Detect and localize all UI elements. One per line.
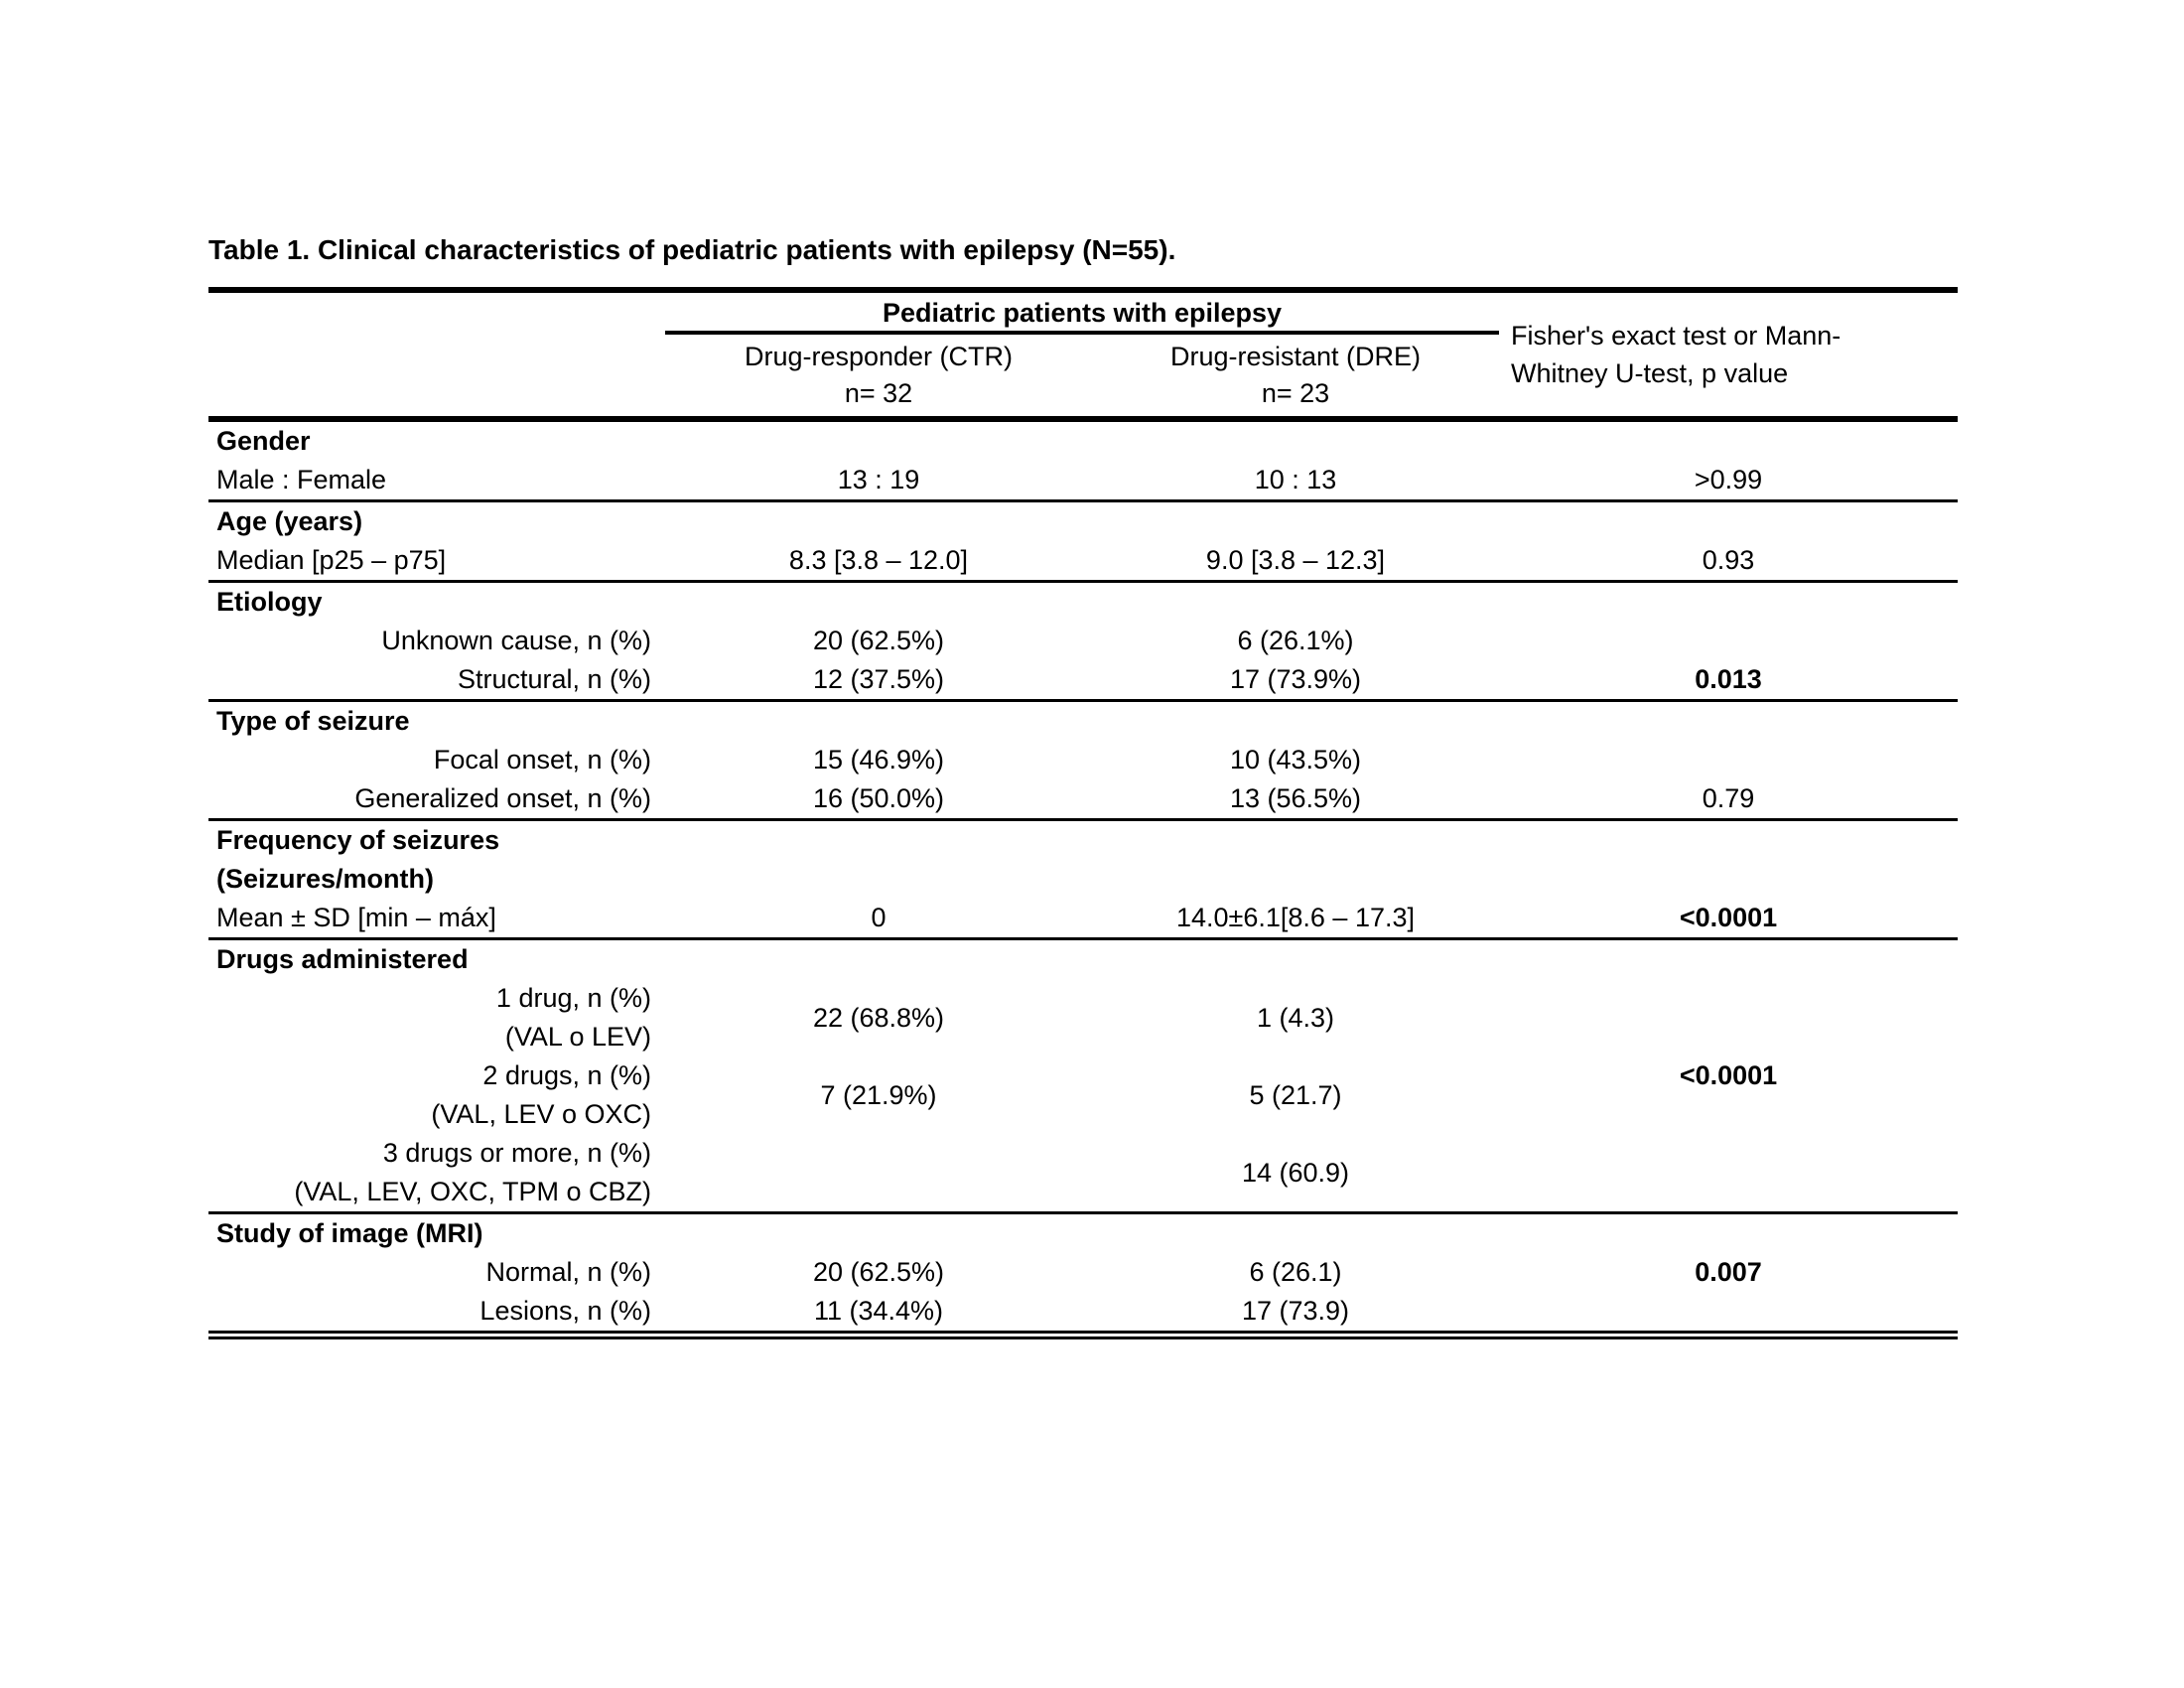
table-section xyxy=(208,821,1958,940)
row-label-sub: (VAL, LEV, OXC, TPM o CBZ) xyxy=(294,1177,651,1206)
section-header: Study of image (MRI) xyxy=(216,1218,483,1248)
value-ctr: 11 (34.4%) xyxy=(813,1296,944,1326)
p-value: <0.0001 xyxy=(1679,903,1778,932)
row-label-sub: (VAL, LEV o OXC) xyxy=(431,1099,651,1129)
section-grid xyxy=(208,422,1958,499)
section-header: Etiology xyxy=(216,587,323,617)
column-header-ctr-n: n= 32 xyxy=(844,378,913,408)
section-header: Gender xyxy=(216,426,311,456)
pvalue-column-header xyxy=(1499,293,1958,416)
p-value: 0.007 xyxy=(1695,1257,1762,1287)
row-label: 2 drugs, n (%) xyxy=(482,1060,651,1090)
row-label: Mean ± SD [min – máx] xyxy=(216,903,496,932)
section-grid xyxy=(208,583,1958,699)
column-header-ctr-line1: Drug-responder (CTR) xyxy=(744,342,1014,371)
section-header: Drugs administered xyxy=(216,944,469,974)
row-label-sub: (VAL o LEV) xyxy=(504,1022,651,1052)
value-ctr: 8.3 [3.8 – 12.0] xyxy=(788,545,969,575)
row-label: Lesions, n (%) xyxy=(479,1296,651,1326)
p-value: <0.0001 xyxy=(1679,1060,1778,1090)
section-grid xyxy=(208,940,1958,1211)
table-section xyxy=(208,583,1958,702)
pvalue-header-line1: Fisher's exact test or Mann- xyxy=(1511,321,1842,351)
section-header: (Seizures/month) xyxy=(216,864,435,894)
value-ctr: 13 : 19 xyxy=(837,465,920,494)
table-section xyxy=(208,1214,1958,1339)
table-body xyxy=(208,422,1958,1339)
value-dre: 9.0 [3.8 – 12.3] xyxy=(1205,545,1386,575)
p-value: >0.99 xyxy=(1694,465,1763,494)
value-dre: 10 : 13 xyxy=(1254,465,1337,494)
pvalue-header-line2: Whitney U-test, p value xyxy=(1511,358,1789,388)
section-grid xyxy=(208,702,1958,818)
row-label: Median [p25 – p75] xyxy=(216,545,447,575)
section-header: Frequency of seizures xyxy=(216,825,500,855)
column-header-dre-n: n= 23 xyxy=(1261,378,1330,408)
section-header: Age (years) xyxy=(216,506,363,536)
value-ctr: 0 xyxy=(871,903,887,932)
table-section xyxy=(208,502,1958,583)
row-label: Unknown cause, n (%) xyxy=(381,626,651,655)
value-ctr: 22 (68.8%) xyxy=(812,1002,945,1033)
clinical-characteristics-table xyxy=(208,287,1958,1339)
row-label: Generalized onset, n (%) xyxy=(354,783,651,813)
section-header: Type of seizure xyxy=(216,706,410,736)
section-grid xyxy=(208,502,1958,580)
value-dre: 14.0±6.1[8.6 – 17.3] xyxy=(1175,903,1415,932)
table-section xyxy=(208,422,1958,502)
value-dre: 6 (26.1) xyxy=(1249,1257,1342,1287)
group-header: Pediatric patients with epilepsy xyxy=(665,293,1499,335)
table-caption: Table 1. Clinical characteristics of pediatric patients with epilepsy (N=55). xyxy=(208,234,1176,265)
table-section xyxy=(208,702,1958,821)
value-dre: 6 (26.1%) xyxy=(1237,626,1354,655)
value-dre: 5 (21.7) xyxy=(1249,1079,1342,1110)
p-value xyxy=(1499,622,1958,660)
header-corner-cell xyxy=(208,293,665,416)
column-header-dre xyxy=(1092,335,1499,416)
value-dre: 17 (73.9%) xyxy=(1229,664,1362,694)
row-label: Structural, n (%) xyxy=(457,664,651,694)
row-label: Normal, n (%) xyxy=(485,1257,651,1287)
row-label: 1 drug, n (%) xyxy=(495,983,651,1013)
value-ctr: 20 (62.5%) xyxy=(812,1257,945,1287)
value-dre: 14 (60.9) xyxy=(1241,1157,1350,1188)
value-ctr: 16 (50.0%) xyxy=(812,783,945,813)
row-label: Male : Female xyxy=(216,465,387,494)
value-ctr: 7 (21.9%) xyxy=(820,1079,937,1110)
table-header xyxy=(208,287,1958,422)
value-ctr xyxy=(665,1134,1092,1211)
p-value: 0.013 xyxy=(1695,664,1762,694)
p-value xyxy=(1499,741,1958,779)
value-dre: 10 (43.5%) xyxy=(1229,745,1362,774)
p-value: 0.79 xyxy=(1702,783,1755,813)
value-ctr: 12 (37.5%) xyxy=(812,664,945,694)
table-section xyxy=(208,940,1958,1214)
row-label: 3 drugs or more, n (%) xyxy=(382,1138,651,1168)
column-header-ctr xyxy=(665,335,1092,416)
row-label: Focal onset, n (%) xyxy=(433,745,651,774)
p-value xyxy=(1499,1292,1958,1331)
column-header-dre-line1: Drug-resistant (DRE) xyxy=(1169,342,1422,371)
p-value: 0.93 xyxy=(1702,545,1755,575)
value-dre: 17 (73.9) xyxy=(1241,1296,1350,1326)
value-dre: 13 (56.5%) xyxy=(1229,783,1362,813)
value-ctr: 20 (62.5%) xyxy=(812,626,945,655)
value-ctr: 15 (46.9%) xyxy=(812,745,945,774)
value-dre: 1 (4.3) xyxy=(1256,1002,1335,1033)
section-grid xyxy=(208,1214,1958,1331)
section-grid xyxy=(208,821,1958,937)
